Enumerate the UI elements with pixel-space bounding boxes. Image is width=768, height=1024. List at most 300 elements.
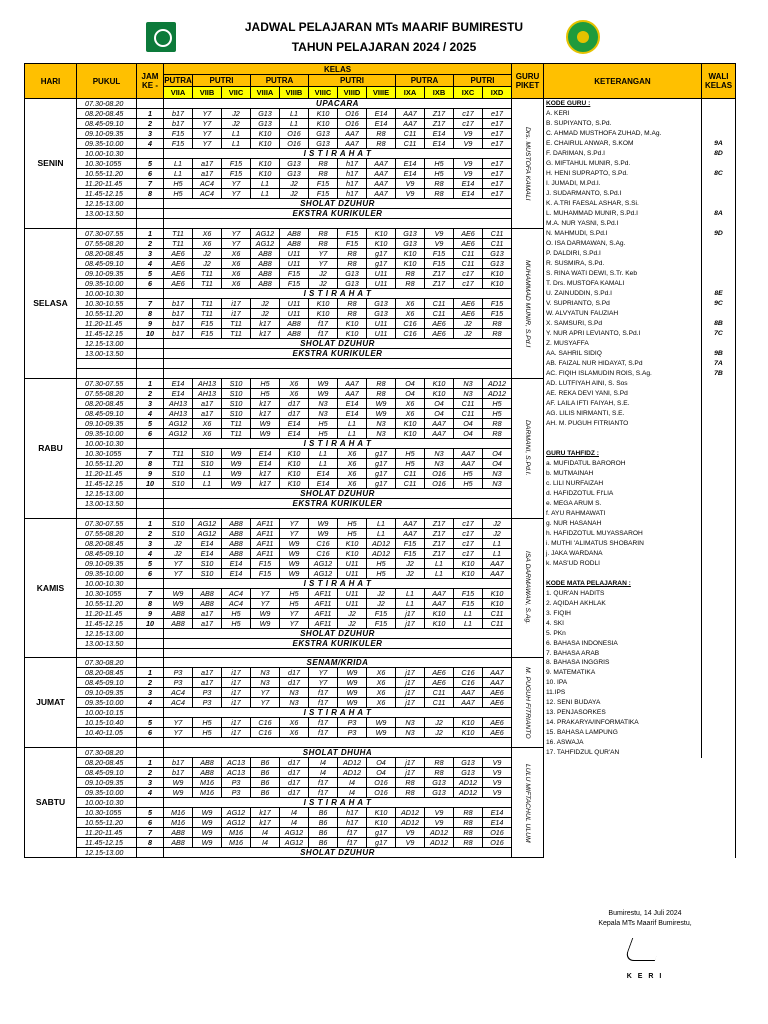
subject-cell: K10 (338, 548, 367, 558)
legend-item: AC. FIQIH ISLAMUDIN ROIS, S.Ag. (544, 368, 702, 378)
subject-cell: W9 (367, 408, 396, 418)
subject-cell: i17 (222, 668, 251, 678)
subject-cell: f17 (309, 718, 338, 728)
subject-cell: K10 (251, 159, 280, 169)
subject-cell: U11 (280, 298, 309, 308)
homeroom-cell (702, 408, 736, 418)
subject-cell: E14 (193, 538, 222, 548)
subject-cell: E14 (338, 398, 367, 408)
subject-cell: c17 (454, 518, 483, 528)
period-cell (137, 488, 164, 498)
subject-cell: f17 (309, 688, 338, 698)
schedule-row (25, 179, 736, 189)
legend-item: H. HENI SUPRAPTO, S.Pd. (544, 169, 702, 179)
subject-cell: L1 (251, 179, 280, 189)
schedule-row (25, 768, 736, 778)
subject-cell: U11 (367, 318, 396, 328)
homeroom-cell (702, 578, 736, 588)
homeroom-cell: 8E (702, 288, 736, 298)
subject-cell: Y7 (164, 728, 193, 738)
time-cell: 08.20-08.45 (77, 758, 137, 768)
subject-cell: Y7 (164, 568, 193, 578)
day-cell: KAMIS (25, 518, 77, 658)
col-hari: HARI (25, 64, 77, 99)
subject-cell: F15 (251, 558, 280, 568)
time-cell: 08.45-09.10 (77, 678, 137, 688)
subject-cell: P3 (338, 718, 367, 728)
subject-cell: g17 (367, 458, 396, 468)
subject-cell: Y7 (280, 518, 309, 528)
legend-item: 3. FIQIH (544, 608, 702, 618)
duty-teacher-cell: DARMANI, S.Pd.I. (512, 378, 544, 518)
subject-cell: AA7 (396, 109, 425, 119)
subject-cell: W9 (309, 518, 338, 528)
subject-cell: AB8 (222, 548, 251, 558)
page-header (0, 0, 768, 64)
period-cell (137, 708, 164, 718)
subject-cell: Y7 (222, 179, 251, 189)
subject-cell: J2 (483, 528, 512, 538)
legend-item: 2. AQIDAH AKHLAK (544, 598, 702, 608)
subject-cell: AB8 (280, 228, 309, 238)
subject-cell: V9 (425, 808, 454, 818)
period-cell: 4 (137, 788, 164, 798)
class-header: IXA (396, 87, 425, 99)
subject-cell: T11 (164, 458, 193, 468)
subject-cell: H5 (454, 468, 483, 478)
subject-cell: X6 (222, 258, 251, 268)
period-cell: 2 (137, 388, 164, 398)
subject-cell: B6 (251, 788, 280, 798)
subject-cell: W9 (367, 718, 396, 728)
subject-cell: O4 (483, 448, 512, 458)
schedule-row (25, 488, 736, 498)
subject-cell: P3 (164, 668, 193, 678)
subject-cell: S10 (164, 528, 193, 538)
legend-item: Y. NUR APRI LEVIANTO, S.Pd.I (544, 328, 702, 338)
schedule-row (25, 708, 736, 718)
time-cell (77, 368, 137, 378)
subject-cell: h17 (338, 189, 367, 199)
subject-cell: E14 (396, 159, 425, 169)
time-cell (77, 738, 137, 748)
subject-cell: H5 (164, 179, 193, 189)
subject-cell: H5 (454, 478, 483, 488)
subject-cell: c17 (454, 109, 483, 119)
legend-item: AA. SAHRIL SIDIQ (544, 348, 702, 358)
schedule-row (25, 398, 736, 408)
legend-item: 11.IPS (544, 688, 702, 698)
subject-cell: AA7 (338, 388, 367, 398)
legend-item: AD. LUTFIYAH AINI, S. Sos (544, 378, 702, 388)
subject-cell: a17 (193, 608, 222, 618)
subject-cell: M16 (164, 808, 193, 818)
homeroom-cell (702, 219, 736, 229)
subject-cell: d17 (280, 788, 309, 798)
subject-cell: AC4 (193, 179, 222, 189)
subject-cell: X6 (396, 408, 425, 418)
subject-cell: M16 (164, 818, 193, 828)
subject-cell: f17 (309, 778, 338, 788)
subject-cell: AF11 (251, 518, 280, 528)
subject-cell: f17 (309, 728, 338, 738)
subject-cell: Y7 (280, 608, 309, 618)
time-cell: 09.10-09.35 (77, 418, 137, 428)
subject-cell: O4 (454, 428, 483, 438)
subject-cell: AE6 (425, 318, 454, 328)
group-header: PUTRI (309, 75, 396, 87)
schedule-row (25, 548, 736, 558)
subject-cell: J2 (222, 119, 251, 129)
subject-cell: f17 (309, 318, 338, 328)
subject-cell: c17 (454, 528, 483, 538)
schedule-row (25, 438, 736, 448)
legend-item: 9. MATEMATIKA (544, 668, 702, 678)
time-cell: 07.30-07.55 (77, 228, 137, 238)
subject-cell: AA7 (367, 169, 396, 179)
subject-cell: K10 (425, 388, 454, 398)
subject-cell: F15 (280, 268, 309, 278)
subject-cell: F15 (309, 179, 338, 189)
subject-cell: M16 (222, 828, 251, 838)
legend-item: AH. M. PUGUH FITRIANTO (544, 418, 702, 428)
activity-cell: EKSTRA KURIKULER (164, 209, 512, 219)
subject-cell: V9 (454, 159, 483, 169)
subject-cell: AE6 (483, 728, 512, 738)
subject-cell: i17 (222, 728, 251, 738)
subject-cell: e17 (483, 159, 512, 169)
group-header: PUTRI (454, 75, 512, 87)
homeroom-cell (702, 179, 736, 189)
subject-cell: AC4 (222, 588, 251, 598)
subject-cell: F15 (164, 139, 193, 149)
time-cell: 10.55-11.20 (77, 308, 137, 318)
subject-cell: C11 (483, 238, 512, 248)
time-cell: 13.00-13.50 (77, 348, 137, 358)
period-cell (137, 149, 164, 159)
subject-cell: c17 (454, 119, 483, 129)
subject-cell: F15 (454, 588, 483, 598)
schedule-row (25, 199, 736, 209)
period-cell (137, 199, 164, 209)
subject-cell: E14 (425, 129, 454, 139)
period-cell (137, 848, 164, 858)
col-pukul: PUKUL (77, 64, 137, 99)
activity-cell: SENAM/KRIDA (164, 658, 512, 668)
legend-item: f. AYU RAHMAWATI (544, 508, 702, 518)
subject-cell: C11 (454, 248, 483, 258)
subject-cell: AC13 (222, 758, 251, 768)
subject-cell: X6 (367, 688, 396, 698)
subject-cell: T11 (164, 238, 193, 248)
subject-cell: S10 (164, 478, 193, 488)
subject-cell: G13 (396, 228, 425, 238)
subject-cell: F15 (338, 238, 367, 248)
subject-cell: AG12 (309, 558, 338, 568)
day-cell: JUMAT (25, 658, 77, 748)
subject-cell: N3 (425, 448, 454, 458)
subject-cell: X6 (193, 238, 222, 248)
subject-cell: L1 (338, 428, 367, 438)
time-cell: 13.00-13.50 (77, 498, 137, 508)
legend-item: g. NUR HASANAH (544, 518, 702, 528)
empty-cell (164, 368, 512, 378)
subject-cell: C16 (251, 718, 280, 728)
subject-cell: J2 (367, 598, 396, 608)
period-cell (137, 628, 164, 638)
time-cell (77, 648, 137, 658)
subject-cell: j17 (396, 768, 425, 778)
period-cell: 1 (137, 228, 164, 238)
subject-cell: V9 (454, 129, 483, 139)
legend-item (544, 788, 736, 798)
subject-cell: S10 (222, 388, 251, 398)
legend-item: I. JUMADI, M.Pd.I. (544, 179, 702, 189)
subject-cell: O16 (425, 478, 454, 488)
subject-cell: F15 (425, 258, 454, 268)
legend-item: 17. TAHFIDZUL QUR'AN (544, 748, 702, 758)
homeroom-cell (702, 478, 736, 488)
subject-cell: k17 (251, 398, 280, 408)
subject-cell: N3 (396, 728, 425, 738)
period-cell (137, 219, 164, 229)
subject-cell: R8 (309, 159, 338, 169)
period-cell: 3 (137, 688, 164, 698)
legend-item (544, 848, 736, 858)
day-cell: RABU (25, 378, 77, 518)
subject-cell: B6 (309, 808, 338, 818)
legend-item: k. MAS'UD RODLI (544, 558, 702, 568)
subject-cell: C16 (454, 678, 483, 688)
time-cell: 09.35-10.00 (77, 698, 137, 708)
schedule-row (25, 618, 736, 628)
legend-item: 6. BAHASA INDONESIA (544, 638, 702, 648)
subject-cell: H5 (367, 568, 396, 578)
schedule-row (25, 798, 736, 808)
subject-cell: E14 (425, 139, 454, 149)
col-wali-kelas: WALI KELAS (702, 64, 736, 99)
subject-cell: W9 (338, 688, 367, 698)
subject-cell: F15 (338, 228, 367, 238)
subject-cell: L1 (425, 568, 454, 578)
subject-cell: AB8 (164, 828, 193, 838)
legend-item: b. MUTMAINAH (544, 468, 702, 478)
subject-cell: F15 (367, 618, 396, 628)
period-cell (137, 358, 164, 368)
activity-cell: I S T I R A H A T (164, 149, 512, 159)
subject-cell: J2 (338, 618, 367, 628)
subject-cell: E14 (164, 388, 193, 398)
time-cell: 09.10-09.35 (77, 778, 137, 788)
homeroom-cell (702, 189, 736, 199)
period-cell (137, 338, 164, 348)
subject-cell: Z17 (425, 548, 454, 558)
subject-cell: E14 (309, 478, 338, 488)
subject-cell: K10 (454, 568, 483, 578)
subject-cell: H5 (222, 618, 251, 628)
subject-cell: E14 (454, 179, 483, 189)
subject-cell: a17 (193, 169, 222, 179)
group-header: PUTRA (396, 75, 454, 87)
subject-cell: S10 (193, 458, 222, 468)
subject-cell: R8 (454, 818, 483, 828)
subject-cell: Z17 (425, 518, 454, 528)
subject-cell: N3 (483, 478, 512, 488)
subject-cell: N3 (367, 418, 396, 428)
col-kelas: KELAS (164, 64, 512, 75)
subject-cell: U11 (338, 568, 367, 578)
subject-cell: K10 (367, 818, 396, 828)
subject-cell: X6 (222, 278, 251, 288)
subject-cell: W9 (280, 548, 309, 558)
subject-cell: Z17 (425, 109, 454, 119)
subject-cell: H5 (483, 398, 512, 408)
subject-cell: AA7 (396, 518, 425, 528)
subject-cell: E14 (164, 378, 193, 388)
subject-cell: F15 (164, 129, 193, 139)
subject-cell: e17 (483, 169, 512, 179)
subject-cell: C16 (309, 548, 338, 558)
homeroom-cell (702, 488, 736, 498)
legend-item: 16. ASWAJA (544, 738, 702, 748)
activity-cell: I S T I R A H A T (164, 288, 512, 298)
subject-cell: L1 (483, 538, 512, 548)
subject-cell: C11 (396, 468, 425, 478)
subject-cell: R8 (454, 828, 483, 838)
subject-cell: AD12 (483, 388, 512, 398)
subject-cell: h17 (338, 159, 367, 169)
activity-cell: SHOLAT DZUHUR (164, 628, 512, 638)
subject-cell: L1 (309, 448, 338, 458)
subject-cell: d17 (280, 408, 309, 418)
homeroom-cell (702, 159, 736, 169)
subject-cell: R8 (338, 308, 367, 318)
time-cell: 09.35-10.00 (77, 278, 137, 288)
subject-cell: K10 (338, 328, 367, 338)
subject-cell: S10 (164, 518, 193, 528)
subject-cell: J2 (251, 308, 280, 318)
time-cell: 12.15-13.00 (77, 848, 137, 858)
subject-cell: K10 (251, 139, 280, 149)
time-cell: 11.20-11.45 (77, 828, 137, 838)
homeroom-cell (702, 648, 736, 658)
subject-cell: E14 (454, 189, 483, 199)
subject-cell: U11 (280, 258, 309, 268)
schedule-row (25, 498, 736, 508)
page-subtitle: TAHUN PELAJARAN 2024 / 2025 (291, 40, 477, 54)
subject-cell: C11 (454, 408, 483, 418)
period-cell: 4 (137, 258, 164, 268)
schedule-row (25, 718, 736, 728)
schedule-row (25, 388, 736, 398)
subject-cell: AD12 (338, 758, 367, 768)
subject-cell: b17 (164, 758, 193, 768)
subject-cell: T11 (193, 268, 222, 278)
homeroom-cell (702, 248, 736, 258)
subject-cell: Y7 (251, 698, 280, 708)
subject-cell: e17 (483, 179, 512, 189)
subject-cell: AB8 (280, 238, 309, 248)
schedule-row (25, 169, 736, 179)
subject-cell: R8 (338, 258, 367, 268)
time-cell: 10.55-11.20 (77, 598, 137, 608)
time-cell: 09.10-09.35 (77, 129, 137, 139)
subject-cell: AD12 (367, 548, 396, 558)
schedule-row (25, 788, 736, 798)
homeroom-cell (702, 278, 736, 288)
subject-cell: E14 (396, 169, 425, 179)
legend-item: 15. BAHASA LAMPUNG (544, 728, 702, 738)
subject-cell: AA7 (396, 119, 425, 129)
subject-cell: X6 (193, 428, 222, 438)
homeroom-cell (702, 658, 736, 668)
subject-cell: L1 (251, 189, 280, 199)
period-cell (137, 638, 164, 648)
period-cell (137, 348, 164, 358)
time-cell: 10.55-11.20 (77, 169, 137, 179)
legend-item: a. MUFIDATUL BAROROH (544, 458, 702, 468)
activity-cell: UPACARA (164, 99, 512, 109)
homeroom-cell: 9D (702, 228, 736, 238)
subject-cell: E14 (222, 568, 251, 578)
schedule-row (25, 558, 736, 568)
period-cell (137, 658, 164, 668)
legend-item: 1. QUR'AN HADITS (544, 588, 702, 598)
subject-cell: H5 (280, 588, 309, 598)
subject-cell: W9 (193, 808, 222, 818)
period-cell: 2 (137, 119, 164, 129)
subject-cell: Z17 (425, 268, 454, 278)
class-header: VIIID (338, 87, 367, 99)
homeroom-cell (702, 99, 736, 109)
subject-cell: J2 (483, 518, 512, 528)
period-cell: 4 (137, 698, 164, 708)
subject-cell: X6 (396, 308, 425, 318)
subject-cell: i17 (222, 308, 251, 318)
subject-cell: K10 (280, 468, 309, 478)
time-cell (77, 508, 137, 518)
subject-cell: R8 (309, 169, 338, 179)
empty-cell (164, 358, 512, 368)
subject-cell: G13 (367, 298, 396, 308)
subject-cell: W9 (193, 818, 222, 828)
subject-cell: b17 (164, 119, 193, 129)
legend-item: C. AHMAD MUSTHOFA ZUHAD, M.Ag. (544, 129, 702, 139)
subject-cell: W9 (338, 678, 367, 688)
subject-cell: W9 (280, 538, 309, 548)
time-cell: 07.30-08.20 (77, 748, 137, 758)
time-cell: 11.20-11.45 (77, 608, 137, 618)
schedule-row (25, 139, 736, 149)
subject-cell: W9 (164, 598, 193, 608)
legend-item (544, 568, 702, 578)
subject-cell: W9 (251, 428, 280, 438)
time-cell: 10.15-10.40 (77, 718, 137, 728)
subject-cell: d17 (280, 778, 309, 788)
subject-cell: F15 (222, 169, 251, 179)
subject-cell: S10 (193, 558, 222, 568)
legend-item (544, 428, 702, 438)
subject-cell: AH13 (193, 388, 222, 398)
subject-cell: h17 (338, 808, 367, 818)
subject-cell: J2 (193, 258, 222, 268)
subject-cell: g17 (367, 448, 396, 458)
subject-cell: AG12 (193, 518, 222, 528)
subject-cell: Y7 (309, 668, 338, 678)
subject-cell: AB8 (222, 538, 251, 548)
subject-cell: V9 (396, 189, 425, 199)
subject-cell: E14 (251, 448, 280, 458)
